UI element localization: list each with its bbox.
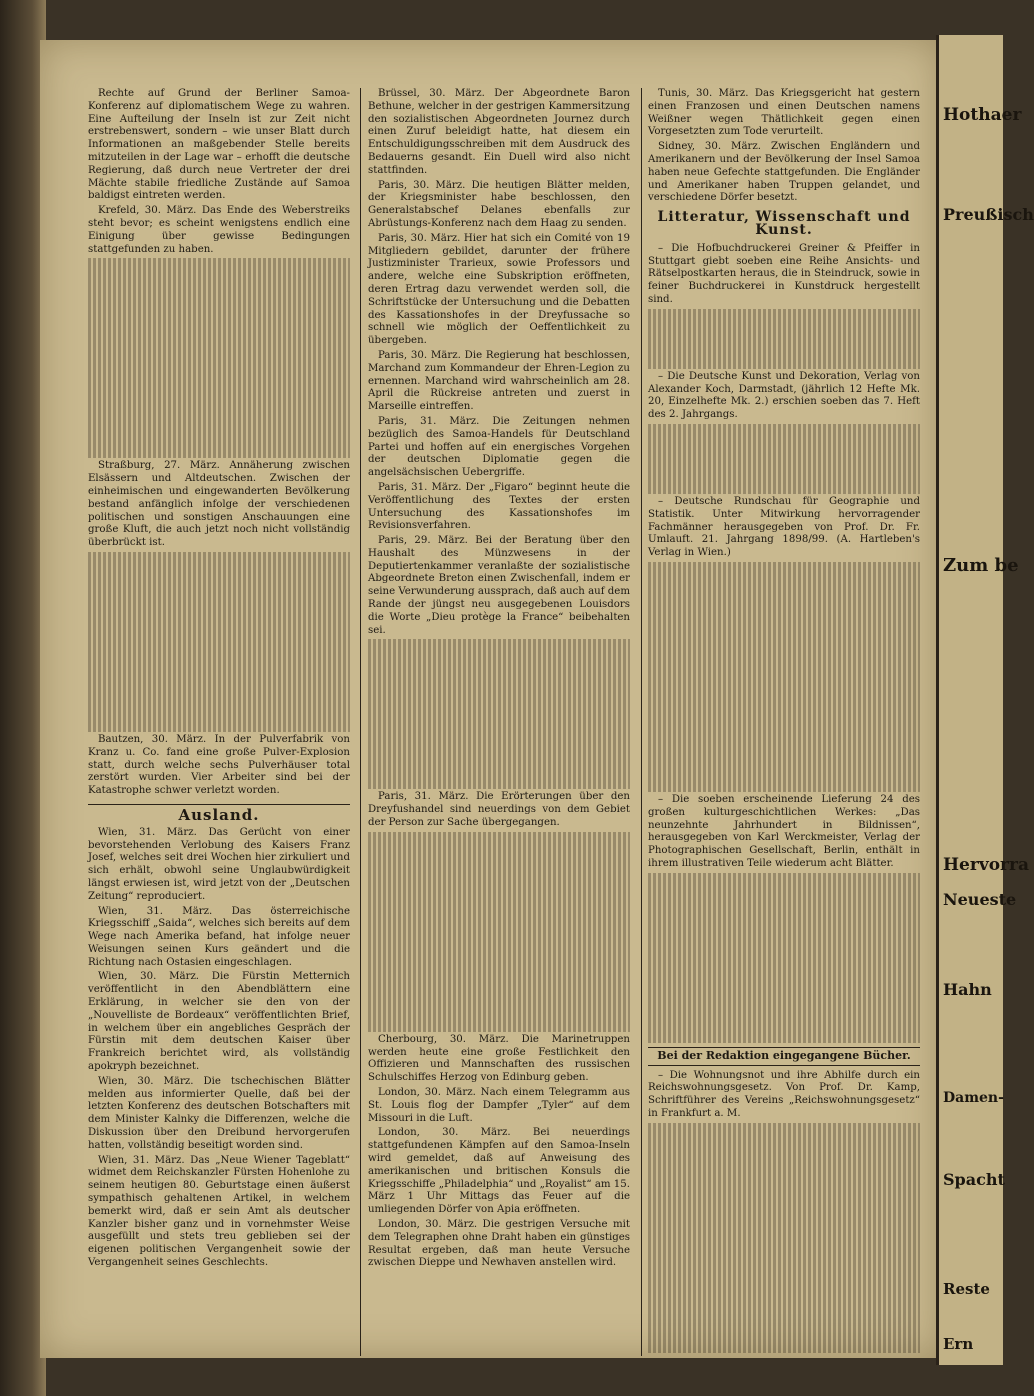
text-filler: [648, 873, 920, 1043]
ad-text: Spacht: [943, 1170, 1005, 1189]
ad-text: Reste: [943, 1280, 990, 1298]
ad-text: Zum be: [943, 555, 1019, 576]
article-paragraph: Paris, 30. März. Die heutigen Blätter melden, der Kriegsminister habe beschlossen, den Generalstabschef Delanes ebenfalls zur Abrüstungs-Konferenz nach dem Haag zu senden.: [368, 179, 630, 229]
article-paragraph: Paris, 29. März. Bei der Beratung über den Haushalt des Münzwesens in der Deputiertenkammer veranlaßte der sozialistische Abgeordnete Breton einen Zwischenfall, indem er seine Verwunderung aussprach, daß auch auf dem Rande der jüngst neu ausgegebenen Louisdors die Worte „Dieu protège la France“ beibehalten sei.: [368, 535, 630, 636]
article-paragraph: – Deutsche Rundschau für Geographie und Statistik. Unter Mitwirkung hervorragender Fachmänner herausgegeben von Prof. Dr. Fr. Umlauft. 21. Jahrgang 1898/99. (A. Hartleben's Verlag in Wien.): [648, 495, 920, 559]
article-paragraph: – Die soeben erscheinende Lieferung 24 des großen kulturgeschichtlichen Werkes: „Das neunzehnte Jahrhundert in Bildnissen“, herausgegeben von Karl Werckmeister, Verlag der Photographischen Gesellschaft, Berlin, enthält in ihrem illustrativen Teile wiederum acht Blätter.: [648, 793, 920, 869]
ad-text: Neueste: [943, 890, 1017, 909]
text-filler: [648, 309, 920, 369]
article-paragraph: Wien, 30. März. Die tschechischen Blätter melden aus informierter Quelle, daß bei der letzten Konferenz des deutschen Botschafters mit dem Minister Kalnky die Differenzen, welche die Diskussion über den Dreibund hervorgerufen hatten, vollständig beseitigt worden sind.: [88, 1075, 350, 1151]
text-filler: [648, 1123, 920, 1353]
ad-text: Hahn: [943, 980, 992, 999]
text-filler: [88, 552, 350, 732]
article-paragraph: Rechte auf Grund der Berliner Samoa-Konferenz auf diplomatischem Wege zu wahren. Eine Aufteilung der Inseln ist zur Zeit nicht erstrebenswert, sondern – wie unser Blatt durch Informationen an maßgebender Stelle bereits mitzuteilen in der Lage war – erhofft die deutsche Regierung, daß durch neue Vertreter der drei Mächte stabile friedliche Zustände auf Samoa baldigst eintreten werden.: [88, 88, 350, 202]
ad-text: Hothaer: [943, 105, 1022, 125]
article-paragraph: Paris, 31. März. Die Zeitungen nehmen bezüglich des Samoa-Handels für Deutschland Partei und hoffen auf ein energisches Vorgehen der deutschen Diplomatie gegen die angelsächsischen Uebergriffe.: [368, 415, 630, 479]
article-paragraph: Wien, 31. März. Das „Neue Wiener Tageblatt“ widmet dem Reichskanzler Fürsten Hohenlohe zu seinem heutigen 80. Geburtstage einen äußerst sympathisch gehaltenen Artikel, in welchem bemerkt wird, daß er sein Amt als deutscher Kanzler bisher ganz und in vornehmster Weise ausgefüllt und stets treu geblieben sei der eigenen politischen Vergangenheit sowie der Vergangenheit seines Geschlechts.: [88, 1154, 350, 1269]
article-paragraph: – Die Hofbuchdruckerei Greiner & Pfeiffer in Stuttgart giebt soeben eine Reihe Ansichts- und Rätselpostkarten heraus, die in Steindruck, sowie in feiner Buchdruckerei in Kunstdruck hergestellt sind.: [648, 242, 920, 305]
article-paragraph: Paris, 30. März. Die Regierung hat beschlossen, Marchand zum Kommandeur der Ehren-Legion zu ernennen. Marchand wird wahrscheinlich am 28. April die Rückreise antreten und zuerst in Marseille eintreffen.: [368, 349, 630, 413]
column-3: [648, 88, 920, 1360]
column-1: [88, 88, 350, 1360]
article-paragraph: Sidney, 30. März. Zwischen Engländern und Amerikanern und der Bevölkerung der Insel Samoa haben neue Gefechte stattgefunden. Die Engländer und Amerikaner haben Truppen gelandet, und verschiedene Dörfer besetzt.: [648, 141, 920, 204]
ad-text: Hervorra: [943, 855, 1029, 875]
article-paragraph: Brüssel, 30. März. Der Abgeordnete Baron Bethune, welcher in der gestrigen Kammersitzung den sozialistischen Abgeordneten Journez durch einen Zuruf beleidigt hatte, hat diesem ein Entschuldigungsschreiben mit dem Ausdruck des Bedauerns gesandt. Ein Duell wird also nicht stattfinden.: [368, 88, 630, 176]
text-filler: [368, 832, 630, 1032]
section-heading-ausland: Ausland.: [88, 804, 350, 822]
article-paragraph: London, 30. März. Nach einem Telegramm aus St. Louis flog der Dampfer „Tyler“ auf dem Missouri in die Luft.: [368, 1087, 630, 1124]
adjacent-page-strip: [936, 35, 1034, 1365]
article-paragraph: Tunis, 30. März. Das Kriegsgericht hat gestern einen Franzosen und einen Deutschen namens Weißner wegen Thätlichkeit gegen einen Vorgesetzten zum Tode verurteilt.: [648, 88, 920, 138]
article-paragraph: London, 30. März. Die gestrigen Versuche mit dem Telegraphen ohne Draht haben ein günstiges Resultat ergeben, daß man heute Versuche zwischen Dieppe und Newhaven anstellen wird.: [368, 1219, 630, 1269]
text-filler: [368, 639, 630, 789]
column-2: [368, 88, 630, 1360]
article-paragraph: – Die Wohnungsnot und ihre Abhilfe durch ein Reichswohnungsgesetz. Von Prof. Dr. Kamp, Schriftführer des Vereins „Reichswohnungsgesetz“ in Frankfurt a. M.: [648, 1069, 920, 1119]
column-rule: [360, 88, 361, 1356]
article-paragraph: London, 30. März. Bei neuerdings stattgefundenen Kämpfen auf den Samoa-Inseln wird gemeldet, daß auf Anweisung des amerikanischen und britischen Konsuls die Kriegsschiffe „Philadelphia“ und „Royalist“ am 15. März 1 Uhr Mittags das Feuer auf die umliegenden Dörfer von Apia eröffneten.: [368, 1127, 630, 1216]
text-filler: [88, 258, 350, 458]
article-paragraph: Krefeld, 30. März. Das Ende des Weberstreiks steht bevor; es scheint wenigstens endlich eine Einigung über gewisse Bedingungen stattgefunden zu haben.: [88, 205, 350, 255]
article-paragraph: Cherbourg, 30. März. Die Marinetruppen werden heute eine große Festlichkeit den Offizieren und Mannschaften des russischen Schulschiffes Herzog von Edinburg geben.: [368, 1033, 630, 1084]
article-paragraph: Straßburg, 27. März. Annäherung zwischen Elsässern und Altdeutschen. Zwischen der einheimischen und eingewanderten Bevölkerung bestand anfänglich infolge der verschiedenen politischen und sonstigen Anschauungen eine große Kluft, die auch jetzt noch nicht vollständig überbrückt ist.: [88, 460, 350, 549]
article-paragraph: Wien, 31. März. Das österreichische Kriegsschiff „Saida“, welches sich bereits auf dem Wege nach Amerika befand, hat infolge neuer Weisungen seinen Kurs geändert und die Richtung nach Ostasien eingeschlagen.: [88, 905, 350, 968]
ad-text: Preußisch: [943, 205, 1034, 224]
section-heading-received-books: Bei der Redaktion eingegangene Bücher.: [648, 1047, 920, 1066]
text-filler: [648, 424, 920, 494]
section-heading-literature: Litteratur, Wissenschaft und Kunst.: [657, 209, 911, 238]
ad-text: Ern: [943, 1335, 974, 1353]
article-paragraph: Bautzen, 30. März. In der Pulverfabrik von Kranz u. Co. fand eine große Pulver-Explosion statt, durch welche sechs Pulverhäuser total zerstört wurden. Vier Arbeiter sind bei der Katastrophe schwer verletzt worden.: [88, 733, 350, 797]
article-paragraph: Wien, 30. März. Die Fürstin Metternich veröffentlicht in den Abendblättern eine Erklärung, in welcher sie den von der „Nouvelliste de Bordeaux“ veröffentlichten Brief, in welchem über ein angebliches Gespräch der Fürstin mit dem deutschen Kaiser über Frankreich berichtet wird, als vollständig apokryph bezeichnet.: [88, 971, 350, 1073]
ad-text: Damen-: [943, 1090, 1004, 1106]
text-filler: [648, 562, 920, 792]
article-paragraph: Wien, 31. März. Das Gerücht von einer bevorstehenden Verlobung des Kaisers Franz Josef, welches seit drei Wochen hier zirkuliert und sich erhält, obwohl seine Unglaubwürdigkeit längst erwiesen ist, wird jetzt von der „Deutschen Zeitung“ reproduciert.: [88, 826, 350, 902]
article-paragraph: – Die Deutsche Kunst und Dekoration, Verlag von Alexander Koch, Darmstadt, (jährlich 12 Hefte Mk. 20, Einzelhefte Mk. 2.) erschien soeben das 7. Heft des 2. Jahrgangs.: [648, 370, 920, 421]
article-paragraph: Paris, 31. März. Die Erörterungen über den Dreyfushandel sind neuerdings von dem Gebiet der Person zur Sache übergegangen.: [368, 791, 630, 829]
column-rule: [641, 88, 642, 1356]
article-paragraph: Paris, 30. März. Hier hat sich ein Comité von 19 Mitgliedern gebildet, darunter der frühere Justizminister Trarieux, sowie Professors und andere, welche eine Subskription eröffneten, deren Ertrag dazu verwendet werden soll, die Schriftstücke der Untersuchung und die Debatten des Kassationshofes in der Dreyfussache so schnell wie möglich der Oeffentlichkeit zu übergeben.: [368, 232, 630, 347]
article-paragraph: Paris, 31. März. Der „Figaro“ beginnt heute die Veröffentlichung des Textes der ersten Untersuchung des Kassationshofes im Revisionsverfahren.: [368, 481, 630, 532]
